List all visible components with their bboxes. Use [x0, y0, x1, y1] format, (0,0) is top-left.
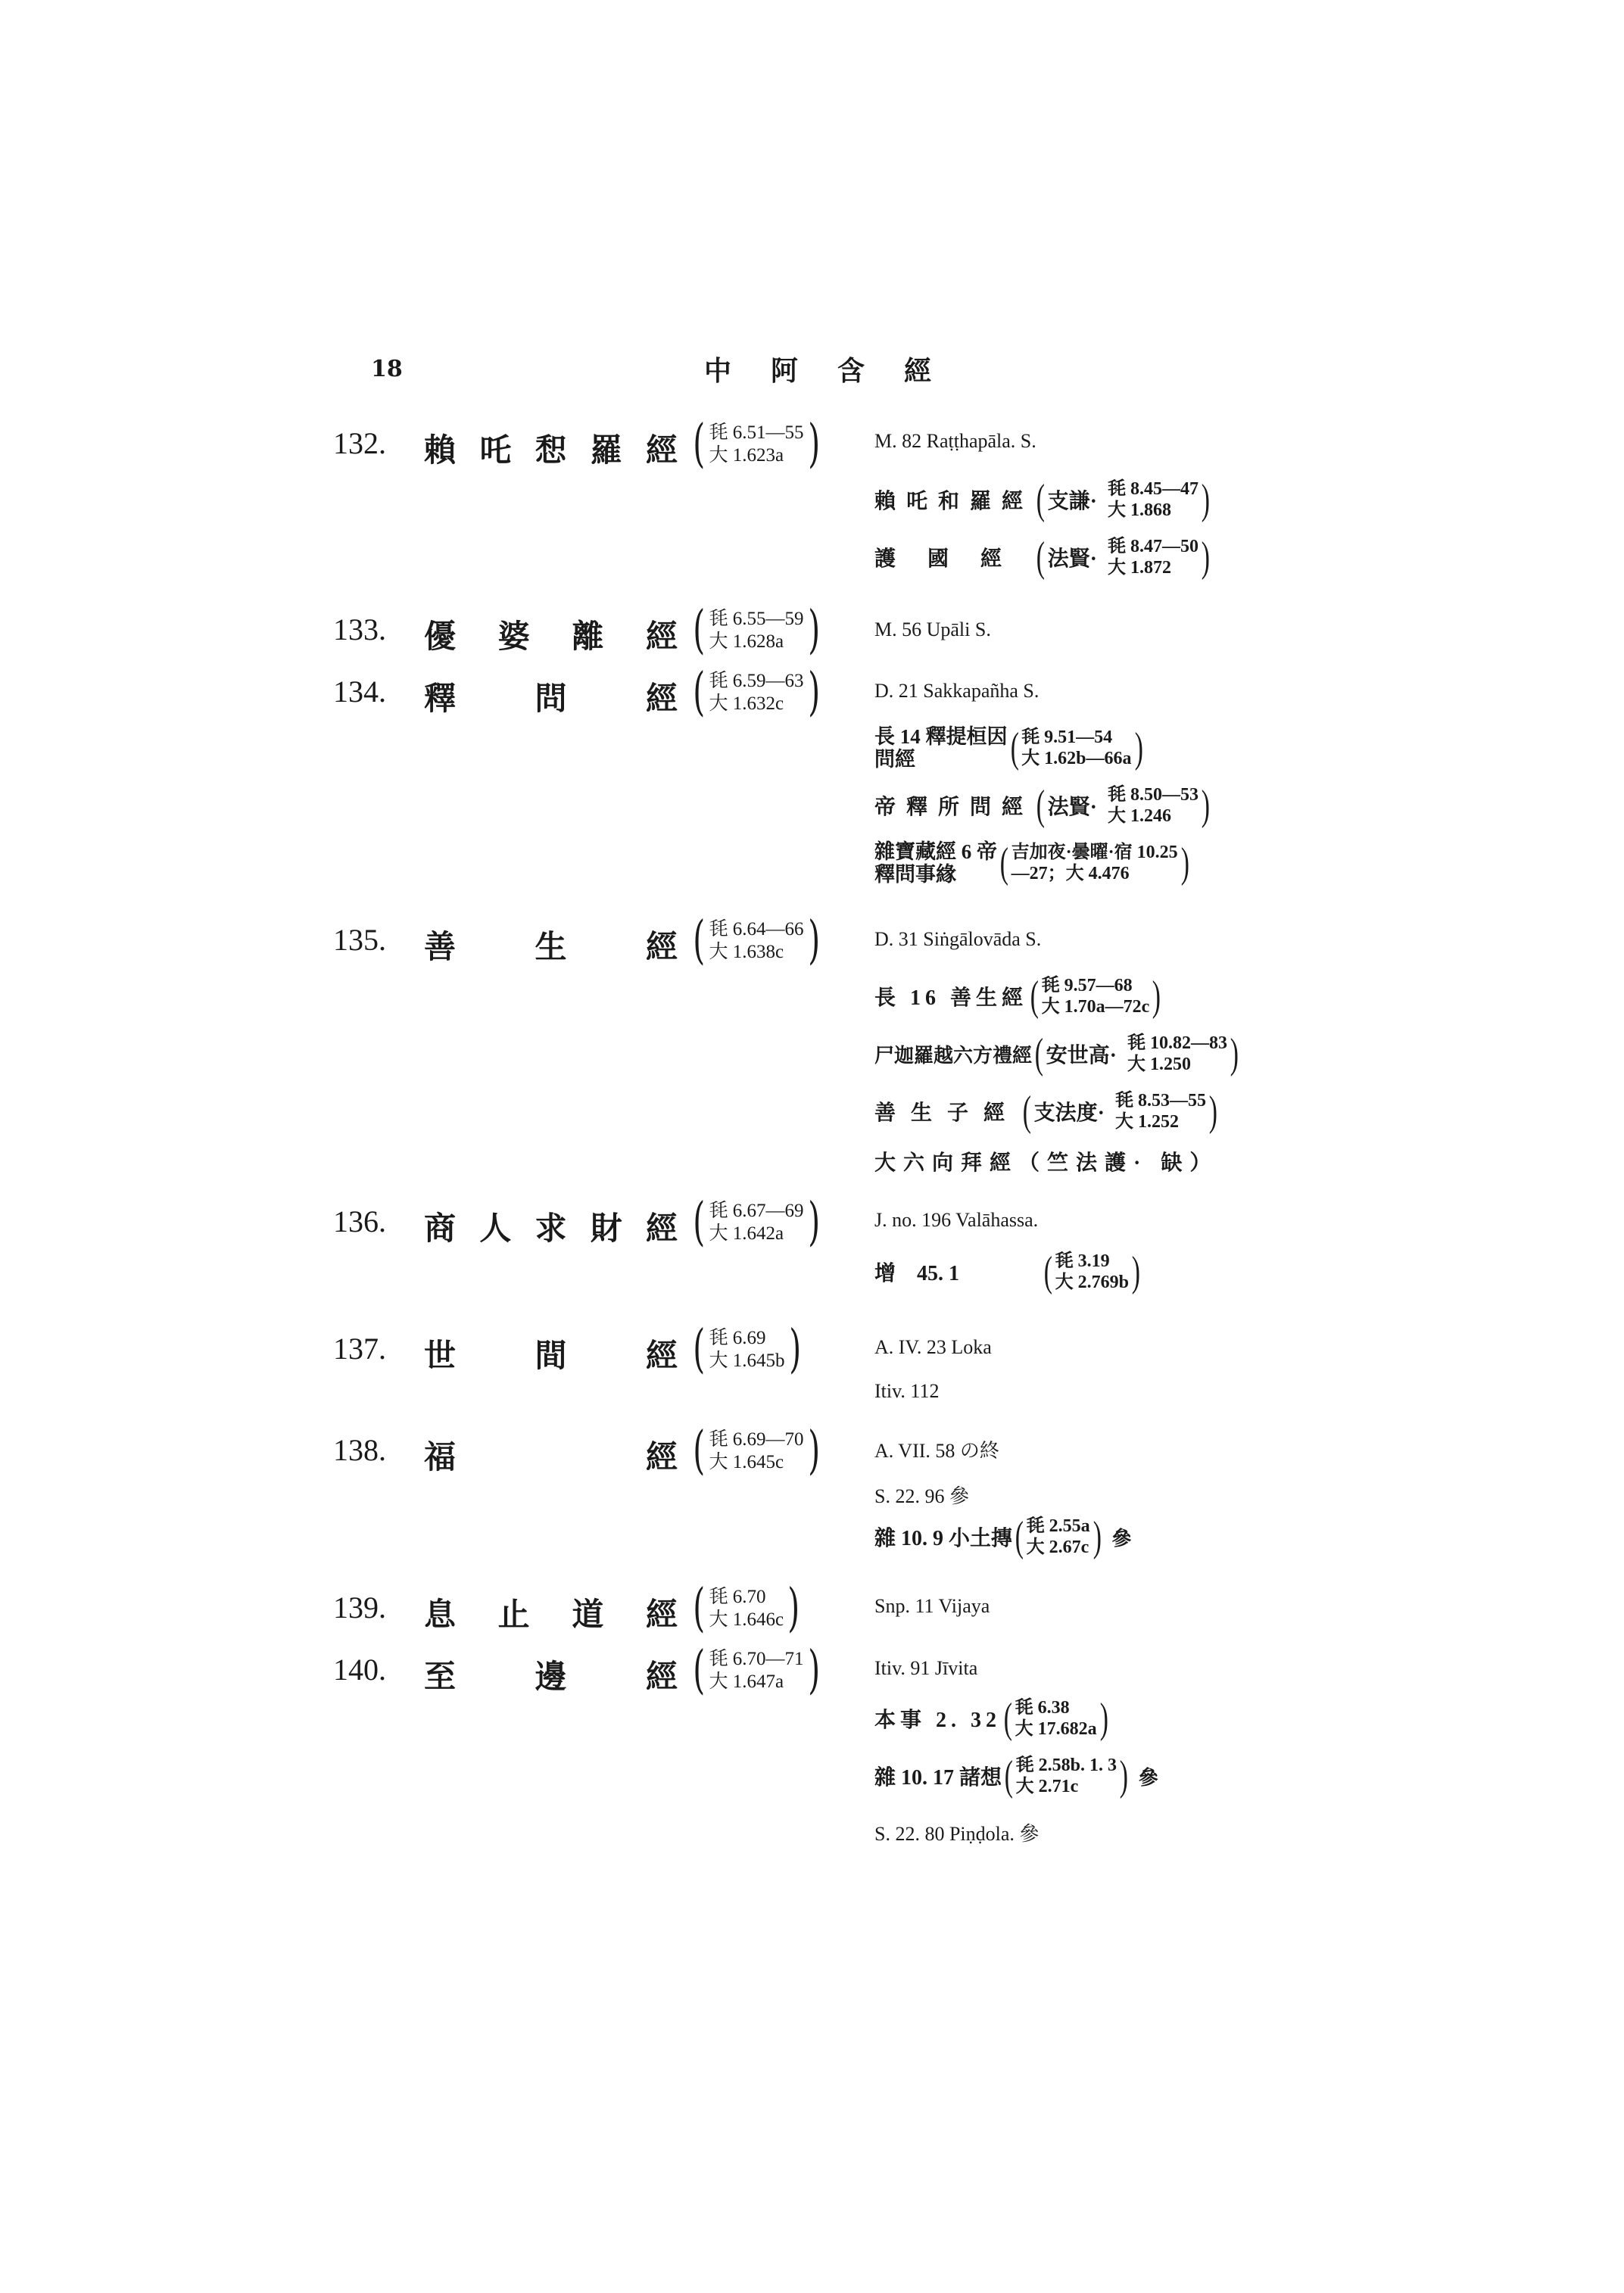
sutra-title: 息 止 道 經 — [424, 1596, 678, 1633]
volume-reference: ( 㲎 6.69—70 大 1.645c ) — [693, 1421, 820, 1481]
parallel-chinese: 長 14 釋提桓因 問經 ( 㲎 9.51—54 大 1.62b—66a ) — [874, 724, 1143, 771]
parallel-pali: M. 82 Raṭṭhapāla. S. — [874, 430, 1036, 452]
parallel-chinese: 雜 10. 17 諸想 ( 㲎 2.58b. 1. 3 大 2.71c ) 參 — [874, 1752, 1158, 1799]
entry-number: 137. — [333, 1332, 386, 1366]
entry-number: 132. — [333, 426, 386, 460]
running-title: 中阿含經 — [704, 355, 971, 387]
parallel-chinese: 大六向拜經（竺法護· 缺） — [874, 1151, 1219, 1175]
entry-133 — [333, 600, 848, 660]
entry-140 — [333, 1640, 848, 1700]
entry-number: 134. — [333, 675, 386, 709]
parallel-chinese: 長 16 善生經 ( 㲎 9.57—68 大 1.70a—72c ) — [874, 973, 1161, 1020]
entry-number: 139. — [333, 1590, 386, 1625]
entry-137 — [333, 1319, 848, 1379]
volume-reference: ( 㲎 6.69 大 1.645b ) — [693, 1319, 801, 1379]
parallel-chinese: 賴吒和羅經 ( 支謙· 㲎 8.45—47 大 1.868 ) — [874, 476, 1210, 523]
parallel-chinese: 善生子經 ( 支法度· 㲎 8.53—55 大 1.252 ) — [874, 1088, 1217, 1135]
entry-132 — [333, 414, 848, 474]
sutra-title: 釋 問 經 — [424, 680, 678, 717]
parallel-chinese: 護國經 ( 法賢· 㲎 8.47—50 大 1.872 ) — [874, 534, 1210, 581]
entry-number: 136. — [333, 1204, 386, 1238]
parallel-chinese: 雜寶藏經 6 帝 釋問事緣 ( 吉加夜·曇曜·宿 10.25 —27；大 4.476 ) — [874, 840, 1189, 886]
volume-reference: ( 㲎 6.59—63 大 1.632c ) — [693, 662, 820, 722]
parallel-pali: M. 56 Upāli S. — [874, 618, 991, 640]
parallel-pali: Itiv. 91 Jīvita — [874, 1657, 978, 1679]
parallel-pali: Snp. 11 Vijaya — [874, 1595, 990, 1617]
entry-number: 138. — [333, 1433, 386, 1467]
entry-134 — [333, 662, 848, 722]
parallel-jataka: J. no. 196 Valāhassa. — [874, 1209, 1039, 1231]
sutra-title: 福 經 — [424, 1438, 678, 1475]
sutra-title: 善 生 經 — [424, 928, 678, 965]
entry-138 — [333, 1421, 848, 1481]
entry-135 — [333, 911, 848, 970]
volume-reference: ( 㲎 6.51—55 大 1.623a ) — [693, 414, 820, 474]
parallel-pali: S. 22. 96 參 — [874, 1485, 969, 1507]
sutra-title: 商 人 求 財 經 — [424, 1210, 678, 1247]
parallel-pali: S. 22. 80 Piṇḍola. 參 — [874, 1822, 1040, 1845]
volume-reference: ( 㲎 6.67—69 大 1.642a ) — [693, 1192, 820, 1252]
parallel-chinese: 尸迦羅越六方禮經 ( 安世高· 㲎 10.82—83 大 1.250 ) — [874, 1030, 1239, 1077]
entry-number: 135. — [333, 923, 386, 957]
volume-reference: ( 㲎 6.55—59 大 1.628a ) — [693, 600, 820, 660]
entry-number: 140. — [333, 1653, 386, 1687]
entry-136 — [333, 1192, 848, 1252]
volume-reference: ( 㲎 6.70 大 1.646c ) — [693, 1578, 800, 1638]
sutra-title: 世 間 經 — [424, 1337, 678, 1374]
entry-139 — [333, 1578, 848, 1638]
parallel-chinese: 帝釋所問經 ( 法賢· 㲎 8.50—53 大 1.246 ) — [874, 782, 1210, 829]
parallel-chinese: 雜 10. 9 小土摶 ( 㲎 2.55a 大 2.67c ) 參 — [874, 1513, 1132, 1560]
volume-reference: ( 㲎 6.64—66 大 1.638c ) — [693, 911, 820, 970]
page-number: 18 — [371, 356, 403, 382]
parallel-pali: D. 31 Siṅgālovāda S. — [874, 928, 1042, 950]
entry-number: 133. — [333, 612, 386, 646]
parallel-pali: Itiv. 112 — [874, 1380, 940, 1402]
parallel-chinese: 增 45. 1 ( 㲎 3.19 大 2.769b ) — [874, 1248, 1140, 1295]
parallel-pali: A. VII. 58 の終 — [874, 1439, 999, 1462]
parallel-pali: D. 21 Sakkapañha S. — [874, 680, 1040, 702]
parallel-chinese: 本事 2. 32 ( 㲎 6.38 大 17.682a ) — [874, 1695, 1108, 1742]
sutra-title: 賴 吒 惒 羅 經 — [424, 431, 678, 469]
parallel-pali: A. IV. 23 Loka — [874, 1336, 992, 1358]
volume-reference: ( 㲎 6.70—71 大 1.647a ) — [693, 1640, 820, 1700]
sutra-title: 至 邊 經 — [424, 1658, 678, 1695]
sutra-title: 優 婆 離 經 — [424, 618, 678, 655]
